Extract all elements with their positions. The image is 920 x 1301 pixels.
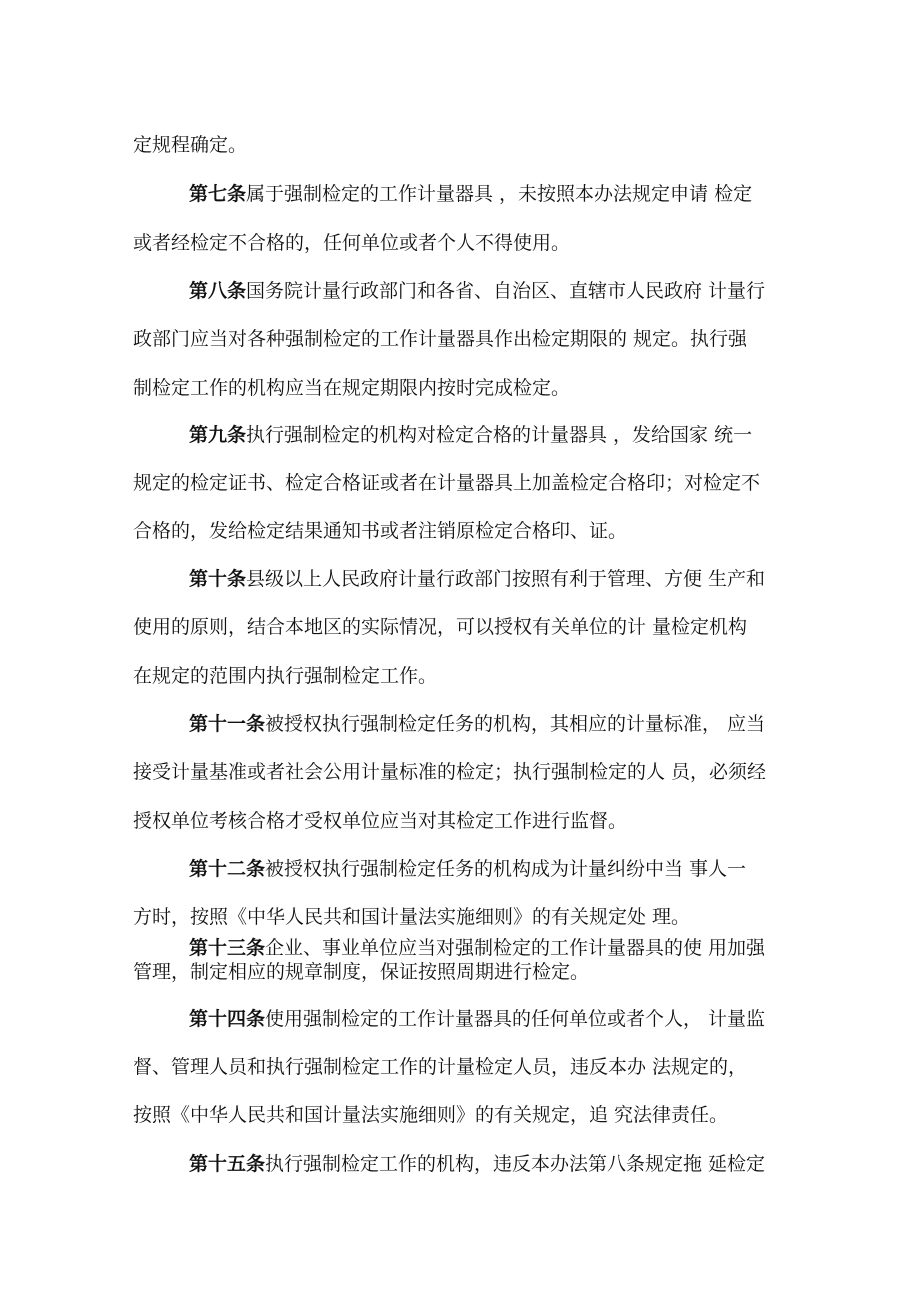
line-text: 督、管理人员和执行强制检定工作的计量检定人员，违反本办 法规定的， xyxy=(133,1056,748,1078)
line-text: 在规定的范围内执行强制检定工作。 xyxy=(133,665,438,687)
line-text: 执行强制检定的机构对检定合格的计量器具 ，发给国家 统一 xyxy=(246,424,753,446)
text-line xyxy=(133,1103,793,1127)
article-12-line-1 xyxy=(189,857,793,881)
text-line xyxy=(133,760,793,784)
article-label: 第十二条 xyxy=(189,858,266,880)
line-text: 定规程确定。 xyxy=(133,134,248,156)
line-text: 国务院计量行政部门和各省、自治区、直辖市人民政府 计量行 xyxy=(246,280,766,302)
article-label: 第八条 xyxy=(189,280,247,302)
line-text: 属于强制检定的工作计量器具 ，未按照本办法规定申请 检定 xyxy=(246,183,753,205)
text-line xyxy=(133,1055,793,1079)
line-text: 规定的检定证书、检定合格证或者在计量器具上加盖检定合格印；对检定不 xyxy=(133,472,761,494)
article-label: 第七条 xyxy=(189,183,247,205)
text-line xyxy=(133,615,793,639)
article-7-line-1 xyxy=(189,182,793,206)
article-label: 第十三条 xyxy=(189,937,266,959)
article-label: 第十四条 xyxy=(189,1008,266,1030)
line-text: 按照《中华人民共和国计量法实施细则》的有关规定，追 究法律责任。 xyxy=(133,1104,729,1126)
line-text: 授权单位考核合格才受权单位应当对其检定工作进行监督。 xyxy=(133,810,628,832)
text-line xyxy=(133,327,793,351)
line-text: 政部门应当对各种强制检定的工作计量器具作出检定期限的 规定。执行强 xyxy=(133,328,748,350)
text-line xyxy=(133,376,793,400)
line-text: 管理，制定相应的规章制度，保证按照周期进行检定。 xyxy=(133,961,590,983)
line-text: 合格的，发给检定结果通知书或者注销原检定合格印、证。 xyxy=(133,520,628,542)
text-line xyxy=(133,231,793,255)
article-13-line-1 xyxy=(189,936,793,960)
article-label: 第十五条 xyxy=(189,1153,266,1175)
article-9-line-1 xyxy=(189,423,793,447)
text-line xyxy=(133,471,793,495)
article-label: 第九条 xyxy=(189,424,247,446)
line-text: 企业、事业单位应当对强制检定的工作计量器具的使 用加强 xyxy=(265,937,766,959)
line-text: 接受计量基准或者社会公用计量标准的检定；执行强制检定的人 员，必须经 xyxy=(133,761,767,783)
article-10-line-1 xyxy=(189,567,793,591)
line-text: 或者经检定不合格的，任何单位或者个人不得使用。 xyxy=(133,232,571,254)
article-8-line-1 xyxy=(189,279,793,303)
line-text: 被授权执行强制检定任务的机构，其相应的计量标准， 应当 xyxy=(265,713,766,735)
line-text: 使用的原则，结合本地区的实际情况，可以授权有关单位的计 量检定机构 xyxy=(133,616,748,638)
line-text: 执行强制检定工作的机构，违反本办法第八条规定拖 延检定 xyxy=(265,1153,766,1175)
text-line xyxy=(133,809,793,833)
article-label: 第十条 xyxy=(189,568,247,590)
article-11-line-1 xyxy=(189,712,793,736)
line-text: 使用强制检定的工作计量器具的任何单位或者个人， 计量监 xyxy=(265,1008,766,1030)
line-text: 县级以上人民政府计量行政部门按照有利于管理、方便 生产和 xyxy=(246,568,766,590)
line-text: 制检定工作的机构应当在规定期限内按时完成检定。 xyxy=(133,377,571,399)
text-line xyxy=(133,664,793,688)
article-15-line-1 xyxy=(189,1152,793,1176)
text-line xyxy=(133,133,793,157)
text-line xyxy=(133,519,793,543)
text-line xyxy=(133,960,793,984)
text-line xyxy=(133,905,793,929)
article-14-line-1 xyxy=(189,1007,793,1031)
line-text: 被授权执行强制检定任务的机构成为计量纠纷中当 事人一 xyxy=(265,858,747,880)
article-label: 第十一条 xyxy=(189,713,266,735)
line-text: 方时，按照《中华人民共和国计量法实施细则》的有关规定处 理。 xyxy=(133,906,691,928)
